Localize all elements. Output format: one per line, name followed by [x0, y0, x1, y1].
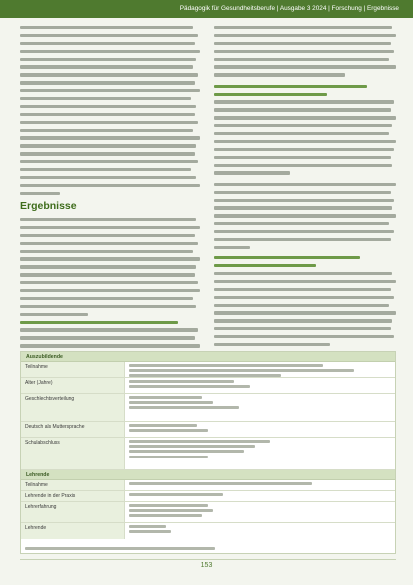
text-line — [214, 343, 330, 346]
footer-divider — [20, 559, 396, 560]
text-line — [129, 369, 354, 372]
text-line — [20, 42, 195, 45]
text-line — [20, 81, 195, 84]
text-line — [20, 121, 198, 124]
text-line — [20, 313, 88, 316]
text-line — [214, 124, 392, 127]
text-line — [129, 396, 202, 399]
text-line — [20, 281, 198, 284]
text-line — [129, 525, 166, 528]
text-block — [20, 26, 200, 195]
text-line — [214, 164, 392, 167]
text-line — [214, 65, 396, 68]
text-line — [129, 493, 223, 496]
subheading — [214, 264, 316, 267]
text-line — [129, 440, 270, 443]
text-line — [214, 156, 391, 159]
text-line — [129, 509, 213, 512]
text-block — [214, 272, 396, 346]
text-line — [20, 168, 191, 171]
text-line — [214, 50, 394, 53]
text-line — [129, 429, 208, 432]
row-value — [125, 438, 395, 469]
text-line — [214, 288, 391, 291]
text-line — [214, 280, 396, 283]
text-line — [214, 311, 396, 314]
subheading — [214, 256, 360, 259]
text-block — [214, 183, 396, 249]
text-line — [129, 385, 250, 388]
text-line — [20, 34, 198, 37]
text-line — [20, 226, 200, 229]
text-line — [20, 234, 195, 237]
table-row — [21, 502, 395, 523]
text-line — [20, 89, 200, 92]
text-line — [129, 401, 213, 404]
text-line — [20, 192, 60, 195]
row-label: Schulabschluss — [21, 438, 125, 469]
row-label: Lehrende in der Praxis — [21, 491, 125, 501]
text-line — [129, 514, 202, 517]
text-line — [20, 65, 193, 68]
row-value — [125, 502, 395, 522]
row-label: Lehrende — [21, 523, 125, 539]
text-line — [129, 380, 234, 383]
subheading — [20, 321, 178, 324]
text-line — [20, 250, 193, 253]
text-line — [214, 26, 392, 29]
text-line — [214, 58, 389, 61]
sample-table — [20, 351, 396, 554]
table-row — [21, 480, 395, 491]
text-line — [214, 296, 394, 299]
text-line — [20, 105, 196, 108]
text-line — [214, 132, 389, 135]
text-line — [214, 73, 345, 76]
text-line — [214, 34, 396, 37]
text-block — [20, 218, 200, 316]
text-line — [214, 335, 394, 338]
text-line — [129, 450, 244, 453]
right-column — [214, 26, 396, 351]
text-line — [214, 42, 391, 45]
table-row — [21, 362, 395, 378]
text-line — [214, 272, 392, 275]
row-value — [125, 362, 395, 377]
text-line — [20, 297, 193, 300]
text-line — [129, 445, 255, 448]
text-line — [20, 336, 195, 339]
table-row — [21, 438, 395, 470]
text-line — [20, 97, 191, 100]
row-label: Teilnahme — [21, 362, 125, 377]
row-value — [125, 480, 395, 490]
text-line — [20, 328, 198, 331]
text-line — [20, 160, 198, 163]
text-line — [20, 176, 196, 179]
text-line — [214, 230, 394, 233]
text-line — [20, 58, 196, 61]
row-value — [125, 394, 395, 421]
text-line — [129, 504, 208, 507]
table-footnote — [25, 547, 215, 550]
text-line — [129, 424, 197, 427]
page-number: 153 — [200, 562, 213, 569]
text-line — [214, 191, 391, 194]
left-column — [20, 26, 200, 360]
text-line — [214, 206, 392, 209]
row-value — [125, 523, 395, 539]
text-block — [214, 100, 396, 174]
text-line — [20, 218, 196, 221]
text-line — [20, 113, 195, 116]
text-line — [214, 199, 394, 202]
text-line — [129, 406, 239, 409]
text-line — [214, 238, 391, 241]
text-line — [214, 171, 290, 174]
results-heading: Ergebnisse — [20, 200, 77, 212]
text-line — [20, 152, 195, 155]
text-line — [20, 184, 200, 187]
running-header — [0, 0, 413, 18]
text-line — [214, 100, 394, 103]
text-line — [20, 289, 200, 292]
text-line — [129, 364, 323, 367]
table-section-title: Auszubildende — [21, 352, 395, 362]
text-line — [129, 374, 281, 377]
table-row — [21, 523, 395, 539]
text-line — [20, 73, 198, 76]
text-line — [214, 319, 392, 322]
table-row — [21, 394, 395, 422]
text-line — [214, 327, 391, 330]
row-value — [125, 378, 395, 393]
text-line — [20, 50, 200, 53]
text-line — [20, 136, 200, 139]
row-value — [125, 491, 395, 501]
text-line — [214, 214, 396, 217]
text-line — [214, 222, 389, 225]
text-block — [214, 26, 396, 77]
row-label: Alter (Jahre) — [21, 378, 125, 393]
text-line — [214, 140, 396, 143]
text-line — [214, 246, 250, 249]
table-row — [21, 378, 395, 394]
text-line — [20, 257, 200, 260]
subheading — [214, 85, 367, 88]
text-line — [129, 530, 171, 533]
table-row — [21, 491, 395, 502]
text-line — [214, 183, 396, 186]
row-value — [125, 422, 395, 437]
text-line — [214, 116, 396, 119]
table-row — [21, 422, 395, 438]
text-line — [214, 108, 391, 111]
text-line — [129, 482, 312, 485]
text-line — [20, 144, 196, 147]
row-label: Teilnahme — [21, 480, 125, 490]
row-label: Deutsch als Muttersprache — [21, 422, 125, 437]
running-title: Pädagogik für Gesundheitsberufe | Ausgabe 3 2024 | Forschung | Ergebnisse — [179, 5, 399, 12]
text-line — [214, 148, 394, 151]
text-line — [20, 265, 196, 268]
text-line — [129, 456, 208, 459]
text-line — [20, 273, 195, 276]
text-line — [214, 304, 389, 307]
text-line — [20, 305, 196, 308]
text-line — [20, 26, 193, 29]
row-label: Lehrerfahrung — [21, 502, 125, 522]
table-section-title: Lehrende — [21, 470, 395, 480]
text-line — [20, 129, 193, 132]
text-line — [20, 344, 200, 347]
subheading — [214, 93, 327, 96]
row-label: Geschlechtsverteilung — [21, 394, 125, 421]
text-line — [20, 242, 198, 245]
